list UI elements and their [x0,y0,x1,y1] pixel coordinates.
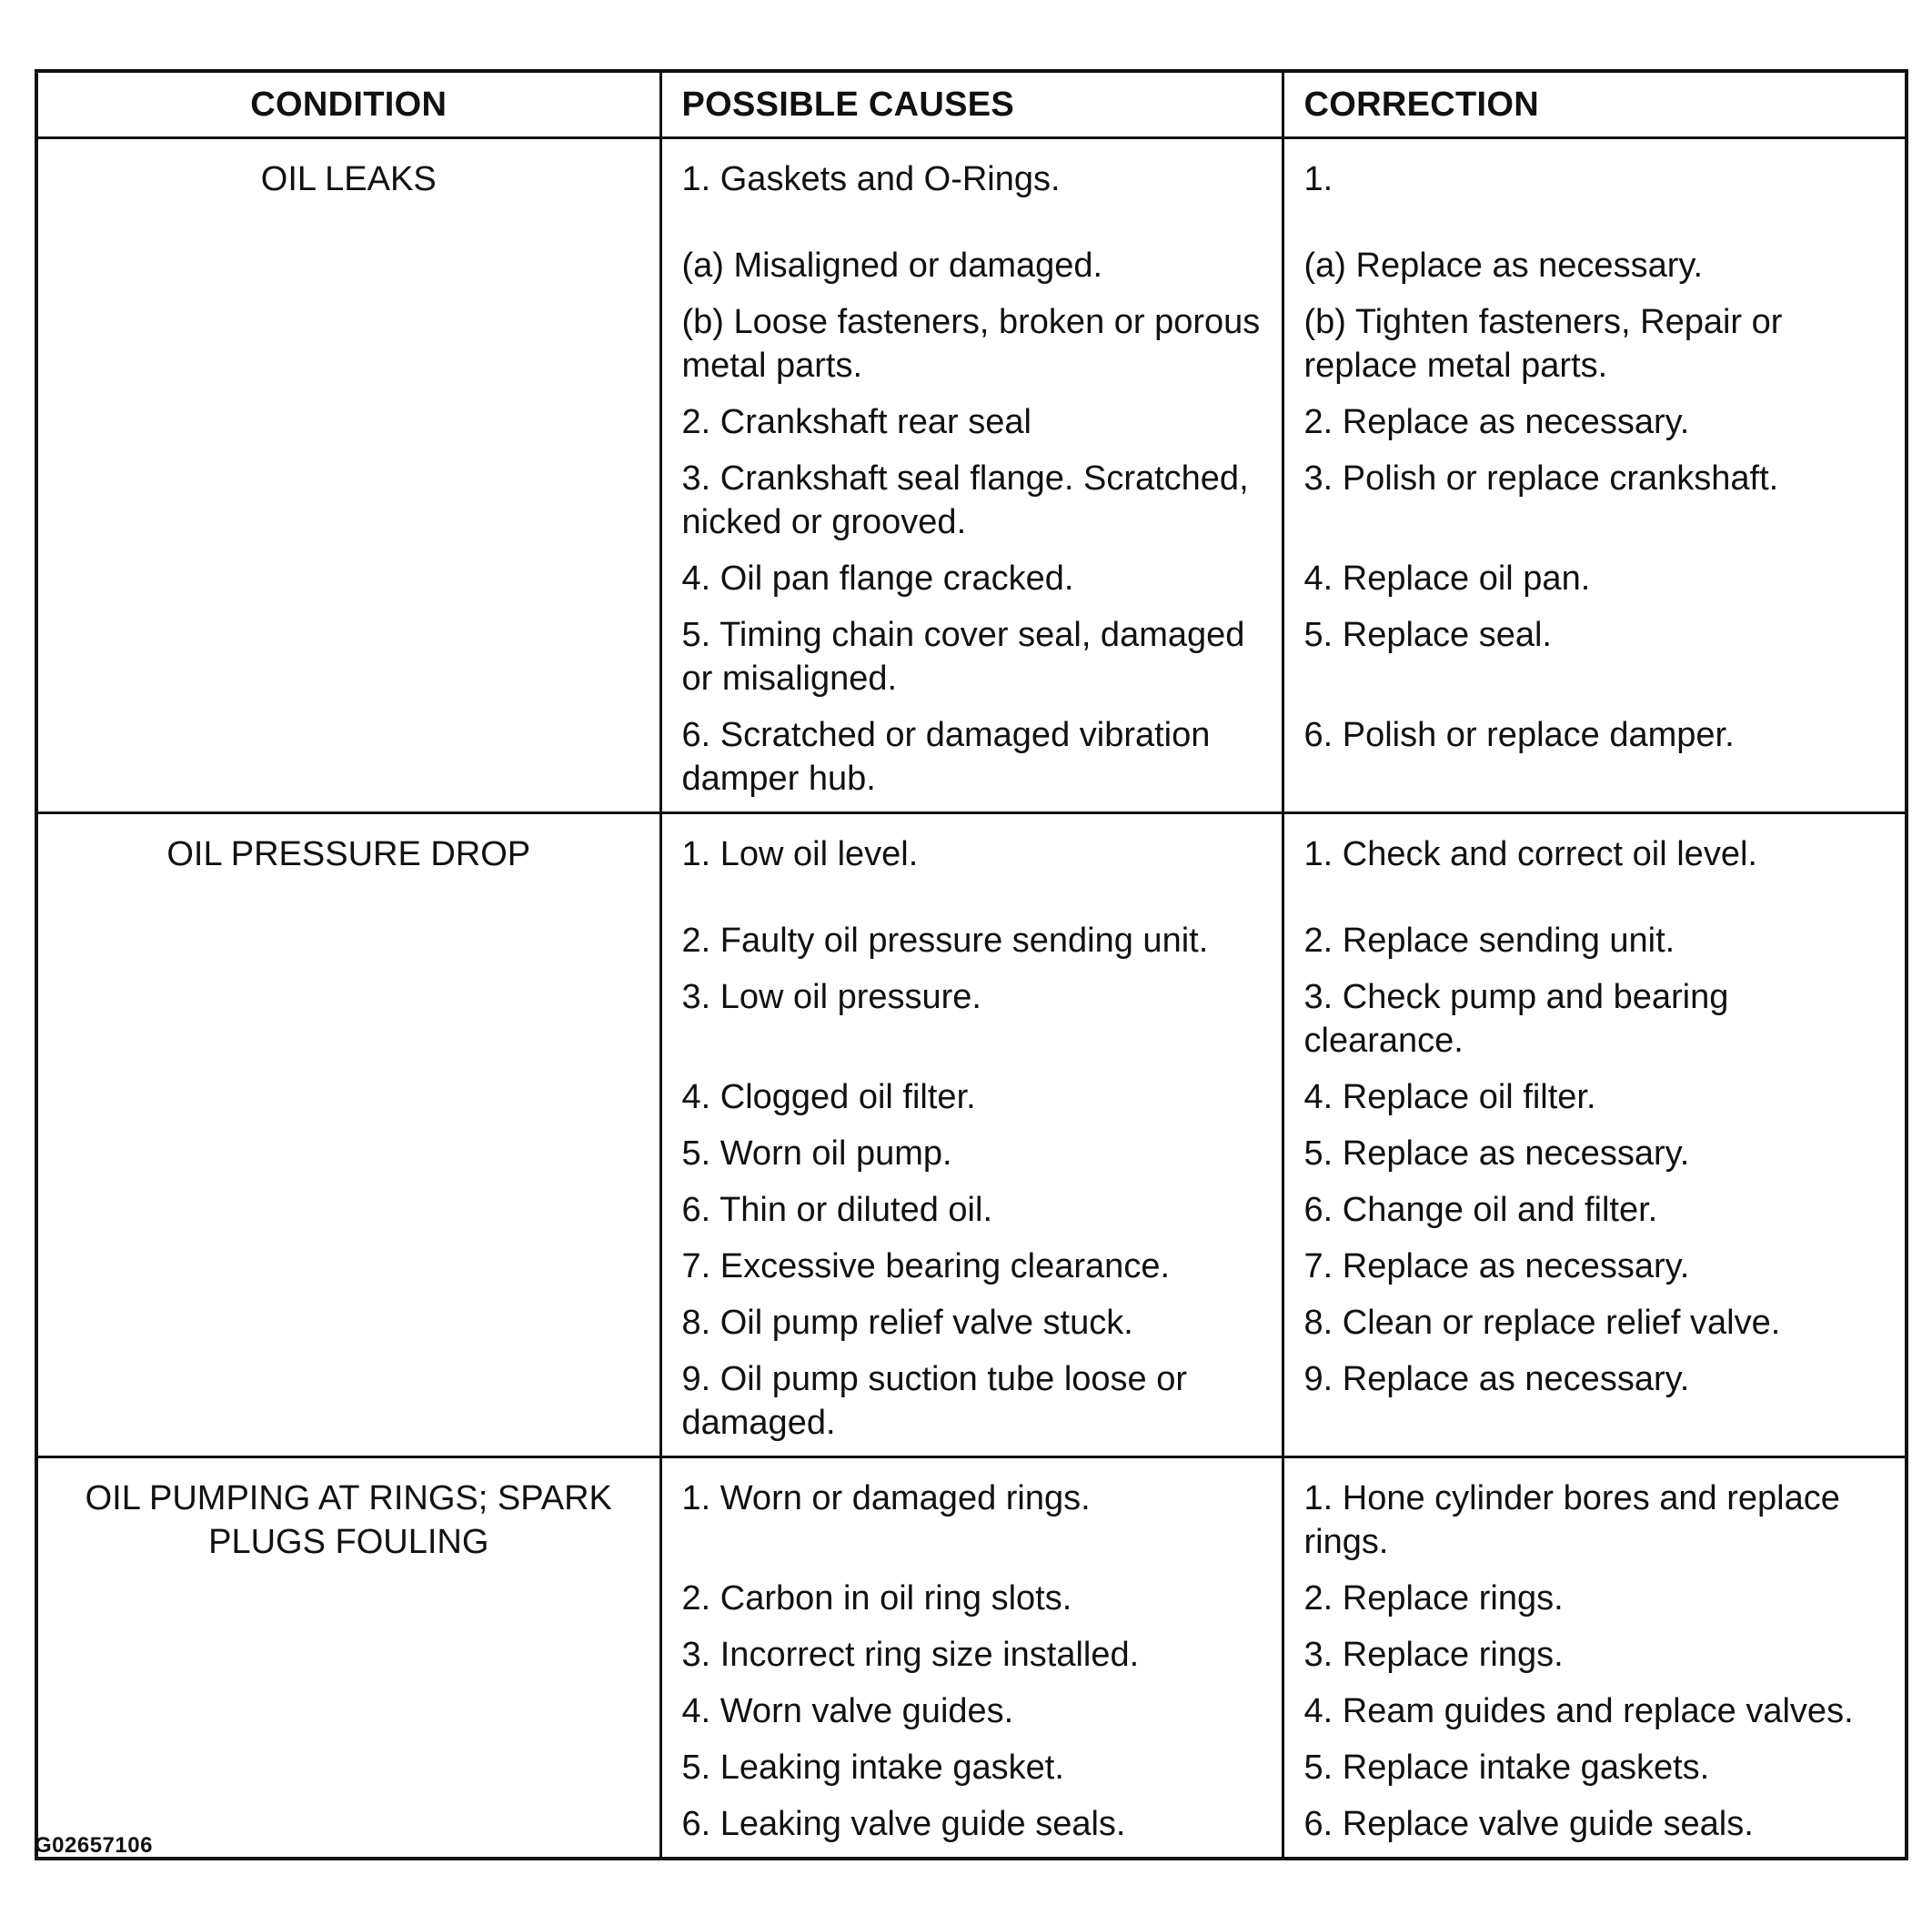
cause-cell: 6. Scratched or damaged vibration damper hub. [660,712,1283,813]
cause-cell: 8. Oil pump relief valve stuck. [660,1300,1283,1356]
correction-cell: 8. Clean or replace relief valve. [1283,1300,1907,1356]
cause-cell: 6. Thin or diluted oil. [660,1187,1283,1244]
correction-cell: 1. Check and correct oil level. [1283,813,1907,889]
cause-cell: 3. Low oil pressure. [660,974,1283,1074]
cause-cell: 2. Faulty oil pressure sending unit. [660,888,1283,974]
cause-cell: 5. Timing chain cover seal, damaged or misaligned. [660,612,1283,712]
correction-cell: 1. [1283,138,1907,214]
correction-cell: 5. Replace as necessary. [1283,1131,1907,1187]
header-correction: CORRECTION [1283,71,1907,138]
cause-cell: 4. Clogged oil filter. [660,1074,1283,1131]
cause-cell: 1. Low oil level. [660,813,1283,889]
correction-cell: 3. Replace rings. [1283,1632,1907,1688]
correction-cell: 5. Replace seal. [1283,612,1907,712]
cause-cell: 3. Crankshaft seal flange. Scratched, nicked or grooved. [660,456,1283,556]
table-row [36,813,1907,889]
cause-cell: 9. Oil pump suction tube loose or damaged. [660,1356,1283,1457]
header-condition: CONDITION [36,71,660,138]
correction-cell: 6. Change oil and filter. [1283,1187,1907,1244]
cause-cell: 2. Carbon in oil ring slots. [660,1576,1283,1632]
correction-cell: 3. Check pump and bearing clearance. [1283,974,1907,1074]
correction-cell: 3. Polish or replace crankshaft. [1283,456,1907,556]
cause-cell: 6. Leaking valve guide seals. [660,1801,1283,1859]
condition-cell: OIL LEAKS [36,138,660,813]
correction-cell: 9. Replace as necessary. [1283,1356,1907,1457]
cause-cell: (a) Misaligned or damaged. [660,213,1283,299]
correction-cell: 7. Replace as necessary. [1283,1244,1907,1300]
header-row [36,71,1907,138]
correction-cell: 1. Hone cylinder bores and replace rings. [1283,1457,1907,1577]
table-row [36,1457,1907,1577]
header-possible-causes: POSSIBLE CAUSES [660,71,1283,138]
correction-cell: 6. Replace valve guide seals. [1283,1801,1907,1859]
cause-cell: 5. Worn oil pump. [660,1131,1283,1187]
correction-cell: 4. Ream guides and replace valves. [1283,1688,1907,1745]
correction-cell: 4. Replace oil filter. [1283,1074,1907,1131]
correction-cell: 2. Replace as necessary. [1283,399,1907,456]
cause-cell: 7. Excessive bearing clearance. [660,1244,1283,1300]
correction-cell: (a) Replace as necessary. [1283,213,1907,299]
cause-cell: 4. Worn valve guides. [660,1688,1283,1745]
correction-cell: (b) Tighten fasteners, Repair or replace metal parts. [1283,299,1907,399]
diagnosis-table [35,69,1908,1860]
cause-cell: (b) Loose fasteners, broken or porous metal parts. [660,299,1283,399]
cause-cell: 5. Leaking intake gasket. [660,1745,1283,1801]
correction-cell: 4. Replace oil pan. [1283,556,1907,612]
figure-code: G02657106 [35,1833,153,1858]
cause-cell: 3. Incorrect ring size installed. [660,1632,1283,1688]
correction-cell: 6. Polish or replace damper. [1283,712,1907,813]
correction-cell: 2. Replace sending unit. [1283,888,1907,974]
condition-cell: OIL PUMPING AT RINGS; SPARK PLUGS FOULING [36,1457,660,1860]
cause-cell: 2. Crankshaft rear seal [660,399,1283,456]
cause-cell: 4. Oil pan flange cracked. [660,556,1283,612]
cause-cell: 1. Gaskets and O-Rings. [660,138,1283,214]
table-row [36,138,1907,214]
correction-cell: 5. Replace intake gaskets. [1283,1745,1907,1801]
cause-cell: 1. Worn or damaged rings. [660,1457,1283,1577]
correction-cell: 2. Replace rings. [1283,1576,1907,1632]
condition-cell: OIL PRESSURE DROP [36,813,660,1457]
